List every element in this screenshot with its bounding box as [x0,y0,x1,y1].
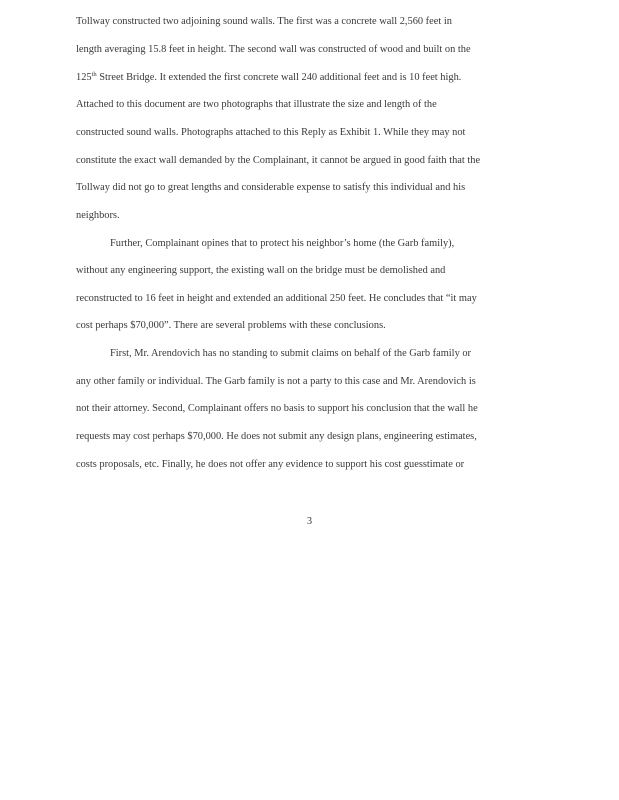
paragraph-1-line-8: neighbors. [76,210,120,221]
paragraph-1-line-3-rest: Street Bridge. It extended the first concrete wall 240 additional feet and is 10 feet high. [96,72,462,83]
ordinal-suffix: th [91,71,97,78]
page-number: 3 [306,516,313,527]
paragraph-3-line-4: requests may cost perhaps $70,000. He does not submit any design plans, engineering estimates, [76,431,477,442]
paragraph-1-line-2: length averaging 15.8 feet in height. The second wall was constructed of wood and built on the [76,44,471,55]
paragraph-2-line-1: Further, Complainant opines that to protect his neighbor’s home (the Garb family), [110,238,455,249]
paragraph-3-line-3: not their attorney. Second, Complainant offers no basis to support his conclusion that the wall he [76,403,478,414]
paragraph-1-line-6: constitute the exact wall demanded by the Complainant, it cannot be argued in good faith that the [76,155,481,166]
paragraph-1-line-1: Tollway constructed two adjoining sound walls. The first was a concrete wall 2,560 feet in [76,16,452,27]
paragraph-2-line-4: cost perhaps $70,000”. There are several problems with these conclusions. [76,320,386,331]
paragraph-1-line-5: constructed sound walls. Photographs attached to this Reply as Exhibit 1. While they may not [76,127,466,138]
street-number: 125 [76,72,92,83]
paragraph-2-line-3: reconstructed to 16 feet in height and extended an additional 250 feet. He concludes that “it may [76,293,477,304]
paragraph-2-line-2: without any engineering support, the existing wall on the bridge must be demolished and [76,265,446,276]
paragraph-3-line-1: First, Mr. Arendovich has no standing to submit claims on behalf of the Garb family or [110,348,472,359]
paragraph-3-line-5: costs proposals, etc. Finally, he does not offer any evidence to support his cost guesstimate or [76,459,465,470]
paragraph-1-line-7: Tollway did not go to great lengths and considerable expense to satisfy this individual and his [76,182,466,193]
paragraph-3-line-2: any other family or individual. The Garb family is not a party to this case and Mr. Arendovich is [76,376,476,387]
paragraph-1-line-3 [76,72,461,84]
paragraph-1-line-4: Attached to this document are two photographs that illustrate the size and length of the [76,99,437,110]
